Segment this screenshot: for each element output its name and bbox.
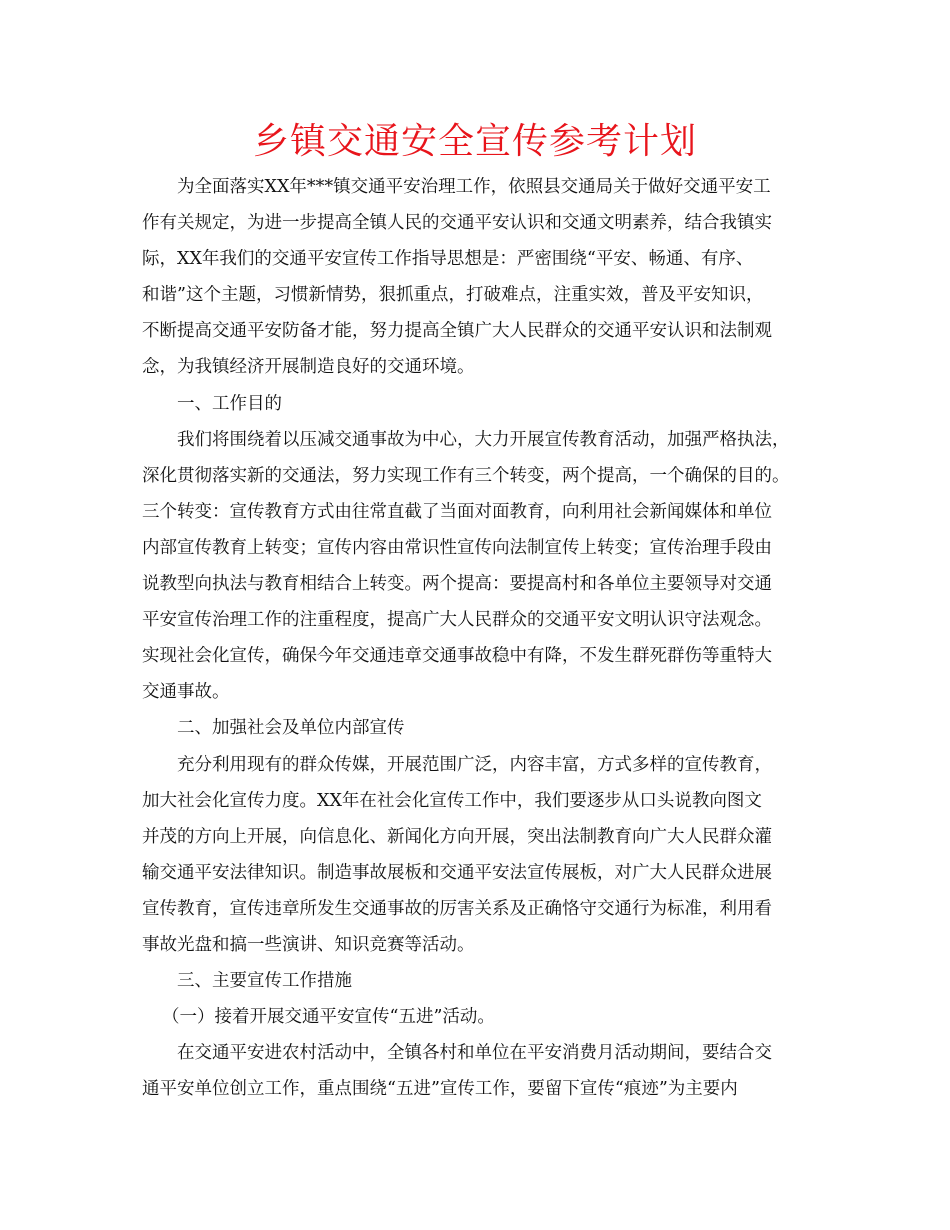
text-line: （一）接着开展交通平安宣传“五进”活动。 (162, 1007, 495, 1028)
text-line: 实现社会化宣传，确保今年交通违章交通事故稳中有降，不发生群死群伤等重特大 (142, 646, 772, 667)
text-line: 我们将围绕着以压减交通事故为中心，大力开展宣传教育活动，加强严格执法， (177, 429, 790, 450)
text-line: 念，为我镇经济开展制造良好的交通环境。 (142, 357, 475, 378)
text-line: 三个转变：宣传教育方式由往常直截了当面对面教育，向利用社会新闻媒体和单位 (142, 501, 772, 522)
text-line: 二、加强社会及单位内部宣传 (177, 718, 405, 739)
text-line: 三、主要宣传工作措施 (177, 971, 352, 992)
text-line: 不断提高交通平安防备才能，努力提高全镇广大人民群众的交通平安认识和法制观 (142, 321, 772, 342)
text-line: 交通事故。 (142, 682, 230, 703)
text-line: 说教型向执法与教育相结合上转变。两个提高：要提高村和各单位主要领导对交通 (142, 574, 772, 595)
text-line: 在交通平安进农村活动中，全镇各村和单位在平安消费月活动期间，要结合交 (177, 1043, 772, 1064)
text-line: 作有关规定，为进一步提高全镇人民的交通平安认识和交通文明素养，结合我镇实 (142, 213, 772, 234)
text-line: 通平安单位创立工作，重点围绕“五进”宣传工作，要留下宣传“痕迹”为主要内 (142, 1079, 738, 1100)
text-line: 加大社会化宣传力度。XX年在社会化宣传工作中，我们要逐步从口头说教向图文 (142, 790, 762, 811)
text-line: 为全面落实XX年***镇交通平安治理工作，依照县交通局关于做好交通平安工 (177, 177, 771, 197)
text-line: 和谐”这个主题，习惯新情势，狠抓重点，打破难点，注重实效，普及平安知识， (142, 285, 764, 306)
text-line: 充分利用现有的群众传媒，开展范围广泛，内容丰富，方式多样的宣传教育， (177, 754, 772, 775)
text-line: 平安宣传治理工作的注重程度，提高广大人民群众的交通平安文明认识守法观念。 (142, 610, 772, 631)
text-line: 深化贯彻落实新的交通法，努力实现工作有三个转变，两个提高，一个确保的目的。 (142, 465, 790, 486)
text-line: 宣传教育，宣传违章所发生交通事故的厉害关系及正确恪守交通行为标准，利用看 (142, 898, 772, 919)
text-line: 并茂的方向上开展，向信息化、新闻化方向开展，突出法制教育向广大人民群众灌 (142, 826, 772, 847)
text-line: 输交通平安法律知识。制造事故展板和交通平安法宣传展板，对广大人民群众进展 (142, 862, 772, 883)
document-body (142, 169, 822, 1107)
text-line: 一、工作目的 (177, 393, 282, 414)
text-line: 内部宣传教育上转变；宣传内容由常识性宣传向法制宣传上转变；宣传治理手段由 (142, 537, 772, 558)
text-line: 事故光盘和搞一些演讲、知识竞赛等活动。 (142, 934, 475, 955)
document-title: 乡镇交通安全宣传参考计划 (252, 121, 697, 162)
text-line: 际，XX年我们的交通平安宣传工作指导思想是：严密围绕“平安、畅通、有序、 (142, 249, 754, 270)
